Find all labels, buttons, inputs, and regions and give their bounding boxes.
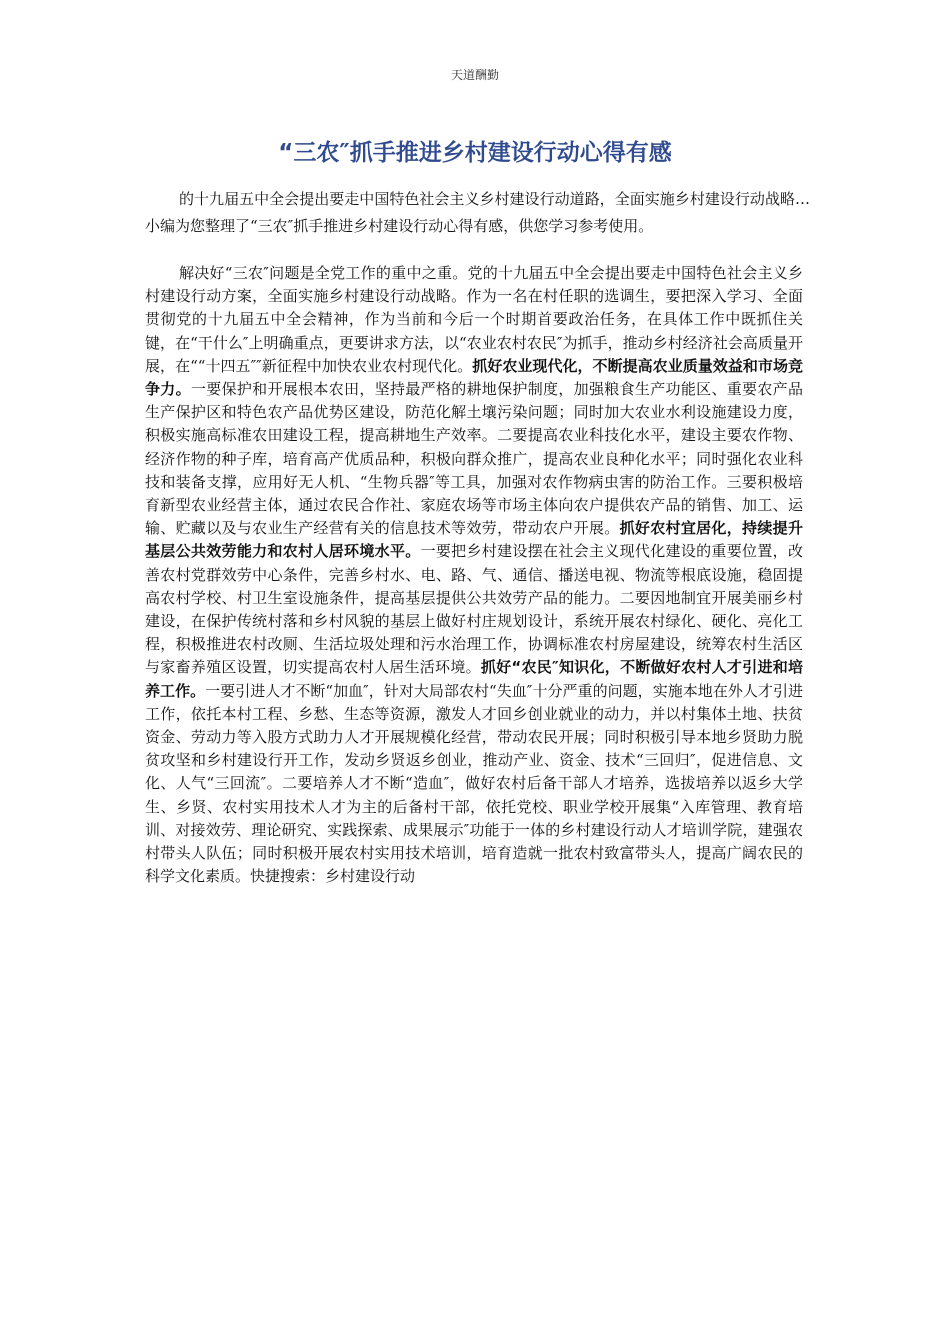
document-title: “三农″抓手推进乡村建设行动心得有感 [278, 140, 672, 166]
body-text-segment: 一要把乡村建设摆在社会主义现代化建设的重要位置，改善农村党群效劳中心条件，完善乡村水、电、路、气、通信、播送电视、物流等根底设施，稳固提高农村学校、村卫生室设施条件，提高基层提供公共效劳产品的能力。二要因地制宜开展美丽乡村建设，在保护传统村落和乡村风貌的基层上做好村庄规划设计，系统开展农村绿化、硬化、亮化工程，积极推进农村改厕、生活垃圾处理和污水治理工作，协调标准农村房屋建设，统筹农村生活区与家畜养殖区设置，切实提高农村人居生活环境。 [145, 542, 803, 677]
intro-paragraph: 的十九届五中全会提出要走中国特色社会主义乡村建设行动道路，全面实施乡村建设行动战略…小编为您整理了“三农″抓手推进乡村建设行动心得有感，供您学习参考使用。 [145, 190, 810, 235]
body-text-segment: 一要保护和开展根本农田，坚持最严格的耕地保护制度，加强粮食生产功能区、重要农产品生产保护区和特色农产品优势区建设，防范化解土壤污染问题；同时加大农业水利设施建设力度，积极实施高标准农田建设工程，提高耕地生产效率。二要提高农业科技化水平，建设主要农作物、经济作物的种子库，培育高产优质品种，积极向群众推广，提高农业良种化水平；同时强化农业科技和装备支撑，应用好无人机、“生物兵器″等工具，加强对农作物病虫害的防治工作。三要积极培育新型农业经营主体，通过农民合作社、家庭农场等市场主体向农户提供农产品的销售、加工、运输、贮藏以及与农业生产经营有关的信息技术等效劳，带动农户开展。 [145, 380, 803, 538]
body-text-segment: 解决好“三农″问题是全党工作的重中之重。党的十九届五中全会提出要走中国特色社会主义乡村建设行动方案，全面实施乡村建设行动战略。作为一名在村任职的选调生，要把深入学习、全面贯彻党的十九届五中全会精神，作为当前和今后一个时期首要政治任务，在具体工作中既抓住关键，在“干什么″上明确重点，更要讲求方法，以“农业农村农民″为抓手，推动乡村经济社会高质量开展，在““十四五″″新征程中加快农业农村现代化。 [145, 264, 803, 375]
bold-heading-livability: 抓好农村宜居化，持续提升基层公共效劳能力和农村人居环境水平。 [145, 519, 803, 561]
page-header: 天道酬勤 [450, 68, 499, 82]
bold-heading-agriculture: 抓好农业现代化，不断提高农业质量效益和市场竞争力。 [145, 356, 803, 399]
bold-heading-talent: 抓好“农民″知识化，不断做好农村人才引进和培养工作。 [145, 658, 803, 700]
body-text-segment: 一要引进人才不断“加血″，针对大局部农村“失血″十分严重的问题，实施本地在外人才引进工作，依托本村工程、乡愁、生态等资源，激发人才回乡创业就业的动力，并以村集体土地、扶贫资金、劳动力等入股方式助力人才开展规模化经营，带动农民开展；同时积极引导本地乡贤助力脱贫攻坚和乡村建设行开工作，发动乡贤返乡创业，推动产业、资金、技术“三回归″，促进信息、文化、人气“三回流″。二要培养人才不断“造血″，做好农村后备干部人才培养，选拔培养以返乡大学生、乡贤、农村实用技术人才为主的后备村干部，依托党校、职业学校开展集“入库管理、教育培训、对接效劳、理论研究、实践探索、成果展示″功能于一体的乡村建设行动人才培训学院，建强农村带头人队伍；同时积极开展农村实用技术培训，培育造就一批农村致富带头人，提高广阔农民的科学文化素质。快捷搜索：乡村建设行动 [145, 681, 803, 886]
body-paragraph [145, 262, 803, 888]
